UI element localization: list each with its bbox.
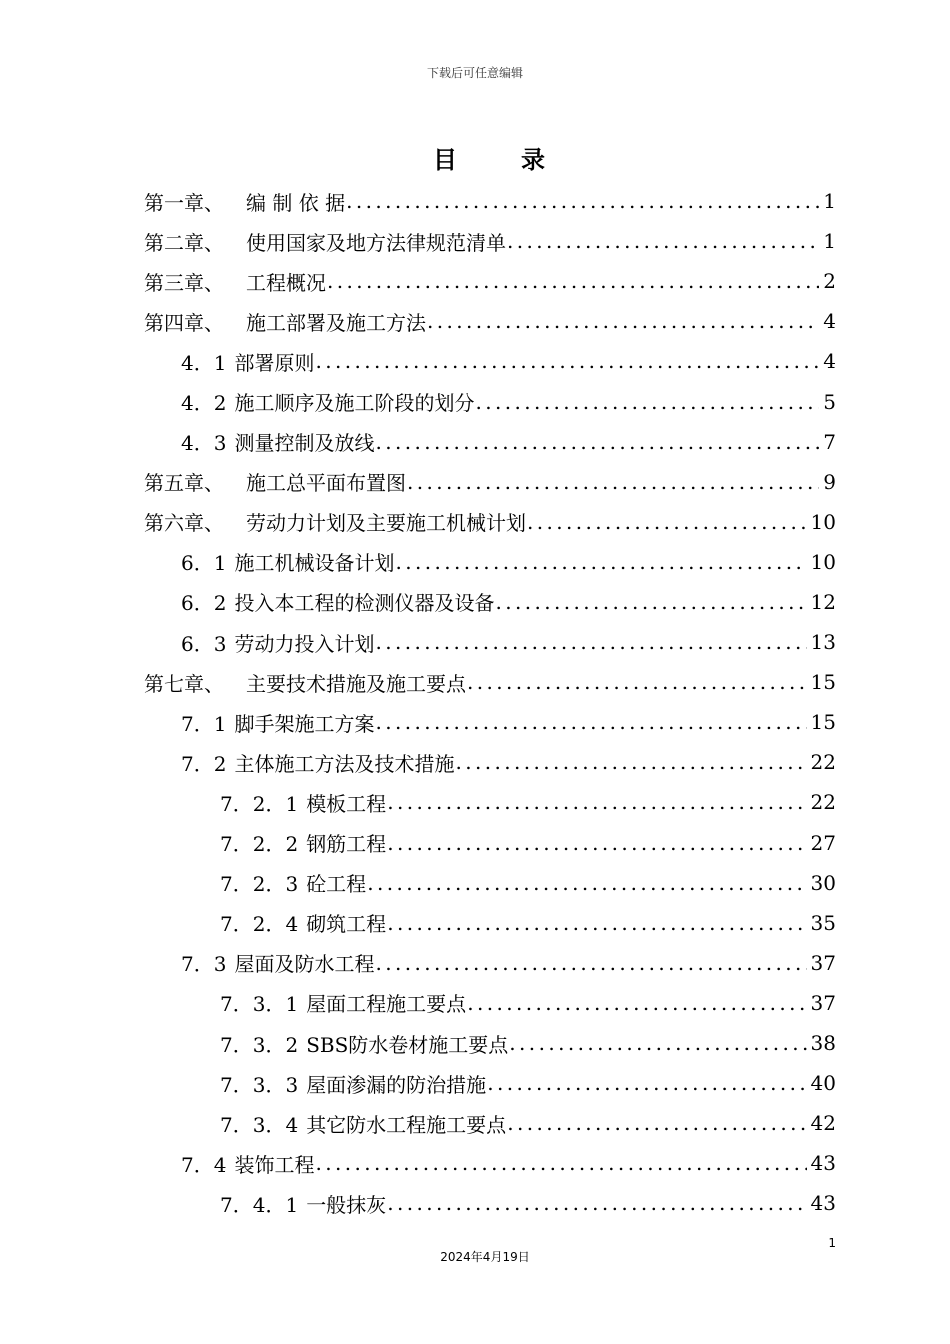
toc-entry[interactable]	[144, 181, 836, 221]
toc-entry-title: 使用国家及地方法律规范清单	[246, 230, 506, 255]
toc-entry[interactable]	[144, 662, 836, 702]
toc-entry-page: 37	[810, 990, 836, 1015]
toc-entry-title: 屋面工程施工要点	[306, 992, 467, 1017]
dot-leader	[387, 911, 806, 935]
toc-entry-title: 测量控制及放线	[234, 431, 375, 456]
toc-entry-title: 模板工程	[306, 791, 387, 816]
toc-entry-page: 40	[810, 1071, 836, 1096]
toc-entry-title: 脚手架施工方案	[234, 711, 375, 736]
dot-leader	[427, 309, 819, 333]
toc-entry-title: 其它防水工程施工要点	[306, 1112, 507, 1137]
dot-leader	[395, 550, 806, 574]
toc-entry-page: 37	[810, 950, 836, 975]
toc-entry[interactable]	[144, 502, 836, 542]
dot-leader	[495, 590, 806, 614]
toc-entry-number: 第四章、	[144, 310, 224, 335]
toc-entry-number: 7．2	[181, 751, 227, 776]
toc-entry-number: 7．3．2	[220, 1032, 299, 1057]
toc-entry-title: 一般抹灰	[306, 1192, 387, 1217]
toc-entry-page: 43	[810, 1191, 836, 1216]
toc-entry-title: 施工顺序及施工阶段的划分	[234, 391, 475, 416]
toc-entry-number: 7．3．1	[220, 992, 299, 1017]
toc-entry-number: 7．3．4	[220, 1112, 299, 1137]
page-header: 下载后可任意编辑	[426, 66, 523, 80]
toc-entry-number: 7．3．3	[220, 1072, 299, 1097]
dot-leader	[375, 951, 806, 975]
dot-leader	[367, 871, 806, 895]
toc-entry-number: 4．3	[181, 431, 227, 456]
toc-entry[interactable]	[144, 702, 836, 742]
dot-leader	[467, 670, 807, 694]
toc-entry-page: 10	[810, 509, 836, 534]
toc-entry-number: 7．2．2	[220, 832, 299, 857]
toc-entry[interactable]	[144, 903, 836, 943]
toc-entry-page: 10	[810, 549, 836, 574]
toc-entry-number: 7．2．4	[220, 912, 299, 937]
toc-entry-number: 6．1	[181, 551, 227, 576]
toc-entry[interactable]	[144, 261, 836, 301]
toc-entry-page: 15	[810, 670, 836, 695]
dot-leader	[375, 630, 806, 654]
toc-entry[interactable]	[144, 422, 836, 462]
toc-entry-page: 12	[810, 589, 836, 614]
toc-entry-number: 7．3	[181, 952, 227, 977]
dot-leader	[315, 349, 819, 373]
toc-entry[interactable]	[144, 1023, 836, 1063]
toc-entry-page: 1	[823, 189, 836, 214]
dot-leader	[507, 229, 819, 253]
toc-entry[interactable]	[144, 742, 836, 782]
toc-entry[interactable]	[144, 301, 836, 341]
toc-entry[interactable]	[144, 1103, 836, 1143]
toc-entry[interactable]	[144, 943, 836, 983]
toc-entry[interactable]	[144, 542, 836, 582]
toc-entry[interactable]	[144, 582, 836, 622]
dot-leader	[509, 1031, 806, 1055]
toc-entry[interactable]	[144, 221, 836, 261]
toc-entry-title: 劳动力计划及主要施工机械计划	[246, 511, 526, 536]
dot-leader	[487, 1071, 806, 1095]
toc-title-char-2: 录	[521, 145, 547, 174]
toc-entry-title: 施工总平面布置图	[246, 471, 406, 496]
toc-entry[interactable]	[144, 381, 836, 421]
toc-entry-title: 砼工程	[306, 872, 367, 897]
toc-entry[interactable]	[144, 622, 836, 662]
dot-leader	[467, 991, 806, 1015]
toc-entry-number: 7．1	[181, 711, 227, 736]
toc-entry-title: 施工部署及施工方法	[246, 310, 426, 335]
toc-entry-title: 钢筋工程	[306, 832, 387, 857]
table-of-contents	[144, 181, 836, 1223]
toc-entry-number: 第三章、	[144, 270, 224, 295]
dot-leader	[375, 710, 806, 734]
toc-entry-title: 工程概况	[246, 270, 326, 295]
dot-leader	[375, 430, 819, 454]
toc-entry-number: 第五章、	[144, 471, 224, 496]
toc-entry[interactable]	[144, 1143, 836, 1183]
dot-leader	[387, 1191, 806, 1215]
toc-entry-page: 43	[810, 1151, 836, 1176]
toc-entry[interactable]	[144, 983, 836, 1023]
dot-leader	[527, 510, 807, 534]
toc-entry-number: 7．2．3	[220, 872, 299, 897]
toc-entry[interactable]	[144, 823, 836, 863]
toc-title	[0, 140, 950, 175]
toc-entry-page: 9	[823, 469, 836, 494]
toc-entry-title: 砌筑工程	[306, 912, 387, 937]
toc-entry-page: 22	[810, 790, 836, 815]
toc-entry-title: SBS防水卷材施工要点	[306, 1032, 509, 1057]
toc-entry-title: 装饰工程	[234, 1152, 315, 1177]
toc-entry-number: 第六章、	[144, 511, 224, 536]
toc-entry[interactable]	[144, 341, 836, 381]
toc-entry-title: 施工机械设备计划	[234, 551, 395, 576]
toc-entry-number: 第二章、	[144, 230, 224, 255]
toc-entry-title: 部署原则	[234, 350, 315, 375]
dot-leader	[327, 269, 819, 293]
toc-entry[interactable]	[144, 782, 836, 822]
toc-entry-title: 劳动力投入计划	[234, 631, 375, 656]
toc-entry-number: 4．2	[181, 391, 227, 416]
toc-entry-page: 7	[823, 429, 836, 454]
toc-entry-title: 编 制 依 据	[246, 190, 346, 215]
dot-leader	[387, 790, 806, 814]
page-number: 1	[828, 1236, 836, 1250]
toc-entry-title: 屋面渗漏的防治措施	[306, 1072, 487, 1097]
toc-entry-page: 5	[823, 389, 836, 414]
toc-entry[interactable]	[144, 1183, 836, 1223]
toc-entry-page: 30	[810, 870, 836, 895]
toc-entry-number: 4．1	[181, 350, 227, 375]
dot-leader	[455, 750, 806, 774]
dot-leader	[475, 390, 819, 414]
toc-entry-page: 15	[810, 710, 836, 735]
toc-entry-number: 7．4	[181, 1152, 227, 1177]
toc-entry-page: 35	[810, 910, 836, 935]
toc-entry-number: 7．4．1	[220, 1192, 299, 1217]
toc-entry-number: 6．2	[181, 591, 227, 616]
toc-entry[interactable]	[144, 863, 836, 903]
toc-entry-page: 38	[810, 1031, 836, 1056]
toc-entry-number: 6．3	[181, 631, 227, 656]
toc-entry-page: 22	[810, 750, 836, 775]
toc-entry-title: 主体施工方法及技术措施	[234, 751, 455, 776]
toc-entry-page: 42	[810, 1111, 836, 1136]
toc-title-char-1: 目	[433, 145, 459, 174]
toc-entry-page: 1	[823, 229, 836, 254]
dot-leader	[315, 1151, 806, 1175]
dot-leader	[407, 470, 819, 494]
toc-entry-number: 第一章、	[144, 190, 224, 215]
toc-entry[interactable]	[144, 1063, 836, 1103]
toc-entry-page: 4	[823, 349, 836, 374]
toc-entry-page: 27	[810, 830, 836, 855]
toc-entry-page: 2	[823, 269, 836, 294]
footer-date: 2024年4月19日	[440, 1250, 530, 1264]
dot-leader	[507, 1111, 806, 1135]
toc-entry-title: 屋面及防水工程	[234, 952, 375, 977]
toc-entry-page: 4	[823, 309, 836, 334]
toc-entry-page: 13	[810, 630, 836, 655]
toc-entry-number: 第七章、	[144, 671, 224, 696]
dot-leader	[346, 189, 819, 213]
toc-entry-number: 7．2．1	[220, 791, 299, 816]
toc-entry-title: 投入本工程的检测仪器及设备	[234, 591, 495, 616]
toc-entry-title: 主要技术措施及施工要点	[246, 671, 466, 696]
toc-entry[interactable]	[144, 462, 836, 502]
dot-leader	[387, 831, 806, 855]
